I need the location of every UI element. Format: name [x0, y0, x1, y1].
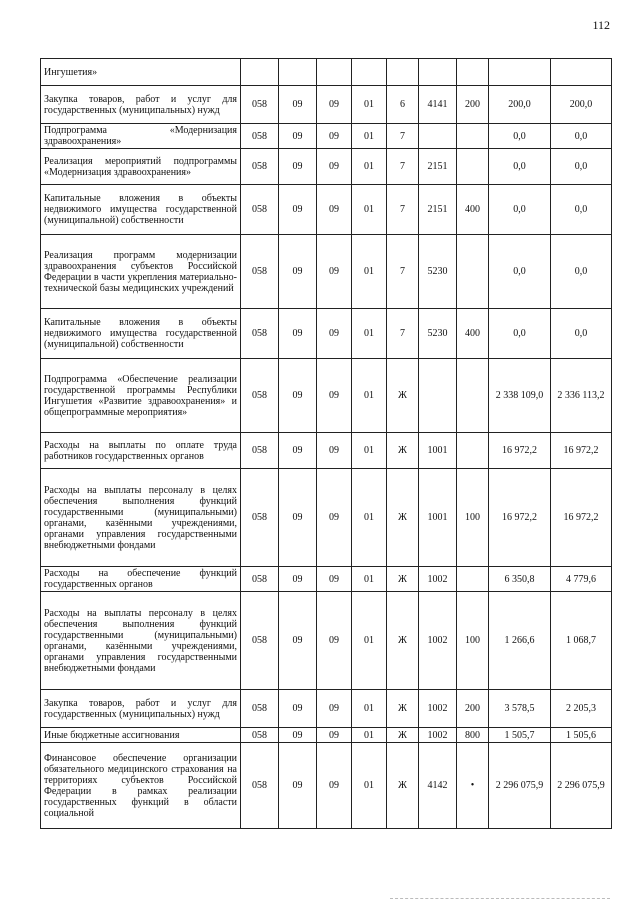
cell-program: 01: [352, 743, 387, 829]
cell-section: 09: [279, 235, 317, 309]
table-row: [41, 309, 612, 359]
cell-subprogram: Ж: [387, 469, 419, 567]
row-name: Закупка товаров, работ и услуг для государственных (муниципальных) нужд: [41, 690, 241, 728]
cell-ministry: 058: [241, 469, 279, 567]
cell-amount-2: 2 296 075,9: [551, 743, 612, 829]
cell-subprogram: [387, 59, 419, 86]
cell-amount-2: 16 972,2: [551, 433, 612, 469]
row-name: Подпрограмма «Обеспечение реализации государственной программы Республики Ингушетия «Развитие здравоохранения» и общепрограммные мероприятия»: [41, 359, 241, 433]
cell-program: 01: [352, 469, 387, 567]
cell-direction: 1002: [419, 567, 457, 592]
cell-direction: 2151: [419, 149, 457, 185]
cell-amount-2: 1 068,7: [551, 592, 612, 690]
row-name: Капитальные вложения в объекты недвижимого имущества государственной (муниципальной) собственности: [41, 309, 241, 359]
cell-program: 01: [352, 235, 387, 309]
cell-subsection: 09: [317, 690, 352, 728]
cell-subprogram: Ж: [387, 567, 419, 592]
cell-amount-1: 3 578,5: [489, 690, 551, 728]
cell-subsection: 09: [317, 149, 352, 185]
cell-subsection: 09: [317, 309, 352, 359]
cell-expense-type: [457, 567, 489, 592]
cell-subprogram: 7: [387, 309, 419, 359]
cell-amount-1: 1 266,6: [489, 592, 551, 690]
cell-expense-type: •: [457, 743, 489, 829]
cell-subprogram: 7: [387, 185, 419, 235]
cell-amount-1: 0,0: [489, 149, 551, 185]
cell-amount-2: 0,0: [551, 124, 612, 149]
cell-amount-1: 0,0: [489, 235, 551, 309]
cell-amount-1: 2 338 109,0: [489, 359, 551, 433]
budget-table: [40, 58, 612, 829]
cell-expense-type: [457, 59, 489, 86]
table-row: [41, 743, 612, 829]
cell-amount-2: 0,0: [551, 309, 612, 359]
cell-ministry: [241, 59, 279, 86]
cell-expense-type: [457, 124, 489, 149]
table-row: [41, 359, 612, 433]
cell-amount-1: 2 296 075,9: [489, 743, 551, 829]
cell-expense-type: [457, 149, 489, 185]
cell-subprogram: 7: [387, 124, 419, 149]
cell-section: [279, 59, 317, 86]
cell-ministry: 058: [241, 592, 279, 690]
cell-expense-type: [457, 235, 489, 309]
cell-expense-type: [457, 359, 489, 433]
cell-ministry: 058: [241, 124, 279, 149]
cell-section: 09: [279, 592, 317, 690]
cell-direction: 1002: [419, 592, 457, 690]
cell-expense-type: 100: [457, 469, 489, 567]
cell-subsection: 09: [317, 567, 352, 592]
cell-subsection: 09: [317, 124, 352, 149]
cell-program: 01: [352, 309, 387, 359]
cell-expense-type: [457, 433, 489, 469]
row-name: Реализация программ модернизации здравоохранения субъектов Российской Федерации в части укрепления материально-технической базы медицинских учреждений: [41, 235, 241, 309]
cell-subsection: 09: [317, 728, 352, 743]
cell-subsection: 09: [317, 433, 352, 469]
cell-ministry: 058: [241, 743, 279, 829]
cell-ministry: 058: [241, 433, 279, 469]
cell-subprogram: 7: [387, 149, 419, 185]
cell-ministry: 058: [241, 728, 279, 743]
cell-section: 09: [279, 124, 317, 149]
cell-direction: 1001: [419, 433, 457, 469]
cell-subprogram: Ж: [387, 592, 419, 690]
cell-section: 09: [279, 433, 317, 469]
cell-subprogram: Ж: [387, 728, 419, 743]
cell-program: 01: [352, 690, 387, 728]
cell-ministry: 058: [241, 309, 279, 359]
cell-program: 01: [352, 86, 387, 124]
cell-section: 09: [279, 728, 317, 743]
table-row: [41, 690, 612, 728]
cell-program: 01: [352, 728, 387, 743]
cell-subprogram: 7: [387, 235, 419, 309]
cell-amount-2: 16 972,2: [551, 469, 612, 567]
cell-section: 09: [279, 743, 317, 829]
row-name: Капитальные вложения в объекты недвижимого имущества государственной (муниципальной) собственности: [41, 185, 241, 235]
row-name: Расходы на выплаты персоналу в целях обеспечения выполнения функций государственными (муниципальными) органами, казёнными учреждениями, органами управления государственными внебюджетными фондами: [41, 469, 241, 567]
cell-amount-2: 0,0: [551, 185, 612, 235]
cell-expense-type: 400: [457, 309, 489, 359]
table-row: [41, 728, 612, 743]
cell-amount-2: 1 505,6: [551, 728, 612, 743]
cell-direction: 1001: [419, 469, 457, 567]
cell-ministry: 058: [241, 235, 279, 309]
cell-amount-1: 200,0: [489, 86, 551, 124]
cell-ministry: 058: [241, 567, 279, 592]
cell-expense-type: 400: [457, 185, 489, 235]
row-name: Реализация мероприятий подпрограммы «Модернизация здравоохранения»: [41, 149, 241, 185]
cell-amount-1: 6 350,8: [489, 567, 551, 592]
scan-artifact-line: [390, 898, 610, 901]
cell-section: 09: [279, 149, 317, 185]
cell-ministry: 058: [241, 86, 279, 124]
cell-program: 01: [352, 149, 387, 185]
table-row: [41, 86, 612, 124]
table-row: [41, 469, 612, 567]
table-row: [41, 433, 612, 469]
row-name: Расходы на выплаты по оплате труда работников государственных органов: [41, 433, 241, 469]
cell-section: 09: [279, 359, 317, 433]
row-name: Закупка товаров, работ и услуг для государственных (муниципальных) нужд: [41, 86, 241, 124]
table-row: [41, 59, 612, 86]
cell-ministry: 058: [241, 185, 279, 235]
page-number: 112: [592, 18, 610, 32]
cell-subsection: 09: [317, 743, 352, 829]
cell-direction: [419, 59, 457, 86]
cell-subsection: 09: [317, 592, 352, 690]
cell-amount-2: 0,0: [551, 149, 612, 185]
cell-subsection: 09: [317, 235, 352, 309]
table-row: [41, 185, 612, 235]
cell-amount-1: 16 972,2: [489, 433, 551, 469]
cell-amount-1: 0,0: [489, 124, 551, 149]
cell-amount-1: 0,0: [489, 185, 551, 235]
cell-section: 09: [279, 185, 317, 235]
cell-ministry: 058: [241, 149, 279, 185]
cell-amount-2: 0,0: [551, 235, 612, 309]
cell-amount-1: 16 972,2: [489, 469, 551, 567]
cell-expense-type: 200: [457, 690, 489, 728]
cell-direction: 5230: [419, 309, 457, 359]
cell-amount-2: 4 779,6: [551, 567, 612, 592]
cell-subprogram: Ж: [387, 359, 419, 433]
cell-subsection: 09: [317, 185, 352, 235]
cell-program: 01: [352, 433, 387, 469]
cell-ministry: 058: [241, 359, 279, 433]
cell-section: 09: [279, 469, 317, 567]
cell-program: [352, 59, 387, 86]
cell-subsection: 09: [317, 359, 352, 433]
table-row: [41, 592, 612, 690]
cell-program: 01: [352, 592, 387, 690]
cell-program: 01: [352, 185, 387, 235]
cell-amount-2: 2 205,3: [551, 690, 612, 728]
cell-section: 09: [279, 690, 317, 728]
cell-direction: [419, 359, 457, 433]
cell-program: 01: [352, 124, 387, 149]
row-name: Расходы на обеспечение функций государственных органов: [41, 567, 241, 592]
cell-subprogram: Ж: [387, 433, 419, 469]
cell-expense-type: 100: [457, 592, 489, 690]
cell-section: 09: [279, 567, 317, 592]
table-row: [41, 235, 612, 309]
cell-amount-2: 200,0: [551, 86, 612, 124]
table-row: [41, 124, 612, 149]
cell-subprogram: 6: [387, 86, 419, 124]
table-row: [41, 149, 612, 185]
cell-amount-1: 1 505,7: [489, 728, 551, 743]
row-name: Иные бюджетные ассигнования: [41, 728, 241, 743]
cell-program: 01: [352, 567, 387, 592]
table-row: [41, 567, 612, 592]
cell-program: 01: [352, 359, 387, 433]
cell-amount-1: 0,0: [489, 309, 551, 359]
cell-direction: 1002: [419, 728, 457, 743]
cell-direction: [419, 124, 457, 149]
cell-expense-type: 200: [457, 86, 489, 124]
cell-section: 09: [279, 309, 317, 359]
row-name: Расходы на выплаты персоналу в целях обеспечения выполнения функций государственными (муниципальными) органами, казёнными учреждениями, органами управления государственными внебюджетными фондами: [41, 592, 241, 690]
row-name: Финансовое обеспечение организации обязательного медицинского страхования на территориях субъектов Российской Федерации в рамках реализации государственных функций в области социальной: [41, 743, 241, 829]
cell-amount-2: [551, 59, 612, 86]
cell-section: 09: [279, 86, 317, 124]
cell-direction: 1002: [419, 690, 457, 728]
row-name: Подпрограмма «Модернизация здравоохранения»: [41, 124, 241, 149]
cell-amount-1: [489, 59, 551, 86]
row-name: Ингушетия»: [41, 59, 241, 86]
cell-direction: 2151: [419, 185, 457, 235]
cell-direction: 5230: [419, 235, 457, 309]
cell-amount-2: 2 336 113,2: [551, 359, 612, 433]
cell-subsection: 09: [317, 469, 352, 567]
cell-ministry: 058: [241, 690, 279, 728]
cell-subprogram: Ж: [387, 743, 419, 829]
cell-subsection: [317, 59, 352, 86]
cell-expense-type: 800: [457, 728, 489, 743]
cell-subprogram: Ж: [387, 690, 419, 728]
cell-direction: 4142: [419, 743, 457, 829]
cell-subsection: 09: [317, 86, 352, 124]
cell-direction: 4141: [419, 86, 457, 124]
